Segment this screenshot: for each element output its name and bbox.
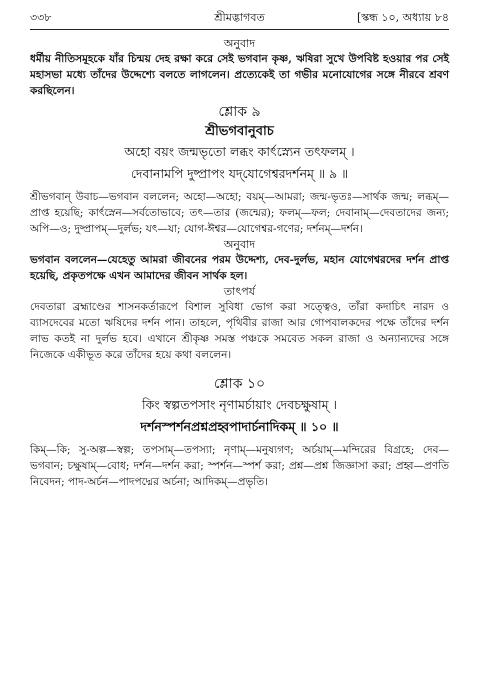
verse-9-synonyms: শ্রীভগবান্ উবাচ—ভগবান বললেন; অহো—অহো; বয়ম্—আমরা; জন্ম-ভৃতঃ—সার্থক জন্ম; লব্ধম্—প্রাপ্ত হয়েছি; কার্ৎস্নেন—সর্বতোভাবে; তৎ—তার (জন্মের); ফলম্—ফল; দেবানাম্—দেবতাদের জন্য; অপি—ও; দুষ্প্রাপম্—দুর্লভ; যৎ—যা; যোগ-ঈশ্বর—যোগেশ্বর-গণের; দর্শনম্—দর্শন। <box>30 191 449 235</box>
verse-9-line-1: অহো বয়ং জন্মভৃতো লব্ধং কার্ৎস্ন্যেন তৎফলম্ । <box>124 144 355 159</box>
verse-10-title: শ্লোক ১০ <box>213 376 266 392</box>
book-title: শ্রীমদ্ভাগবত <box>214 11 265 24</box>
verse-10-line-1: কিং স্বল্পতপসাং নৃণামর্চায়াং দেবচক্ষুষাম্ । <box>142 397 337 412</box>
verse-10-synonyms: কিম্—কি; সু-অল্প—স্বল্প; তপসাম্—তপস্যা; নৃণাম্—মনুষ্যগণ; অর্চয়াম্—মন্দিরের বিগ্রহে; দেব—ভগবান; চক্ষুষাম্—বোধ; দর্শন—দর্শন করা; স্পর্শন—স্পর্শ করা; প্রশ্ন—প্রশ্ন জিজ্ঞাসা করা; প্রহ্ব—প্রণতি নিবেদন; পাদ-অর্চন—পাদপদ্মের অর্চনা; আদিকম্—প্রভৃতি। <box>30 444 449 488</box>
verse-9-line-2: দেবানামপি দুষ্প্রাপং যদ্‌যোগেশ্বরদর্শনম্ ॥ ৯ ॥ <box>130 166 349 181</box>
header-rule <box>30 29 449 30</box>
translation-text-1: ধর্মীয় নীতিসমূহকে যাঁর চিন্ময় দেহ রক্ষা করে সেই ভগবান কৃষ্ণ, ঋষিরা সুখে উপবিষ্ট হওয়ার পর সেই মহাসভা মধ্যে তাঁদের উদ্দেশ্যে বলতে লাগলেন। প্রত্যেকেই তা গভীর মনোযোগের সঙ্গে নীরবে শ্রবণ করছিলেন। <box>30 53 449 97</box>
chapter-reference: [স্কন্ধ ১০, অধ্যায় ৮৪ <box>356 11 449 24</box>
verse-9-speaker: শ্রীভগবানুবাচ <box>205 124 274 139</box>
verse-9-purport-heading: তাৎপর্য <box>223 285 256 298</box>
verse-9-title: শ্লোক ৯ <box>218 104 261 120</box>
page-content <box>30 36 449 490</box>
verse-9-purport: দেবতারা ব্রহ্মাণ্ডের শাসনকর্তারূপে বিশাল সুবিধা ভোগ করা সত্ত্বেও, তাঁরা কদাচিৎ নারদ ও ব্যাসদেবের মতো ঋষিদের দর্শন পান। তাহলে, পৃথিবীর রাজা আর গোপবালকদের পক্ষে তাঁদের দর্শন লাভ কতই না দুর্লভ হবে। এখানে শ্রীকৃষ্ণ সমস্ত পঞ্চকে সমবেত সকল রাজা ও অন্যান্যদের সঙ্গে নিজেকে একীভূত করে তাঁদের হয়ে কথা বললেন। <box>30 301 449 361</box>
page-header <box>30 9 449 25</box>
verse-9-translation: ভগবান বললেন—যেহেতু আমরা জীবনের পরম উদ্দেশ্য, দেব-দুর্লভ, মহান যোগেশ্বরদের দর্শন প্রাপ্ত হয়েছি, প্রকৃতপক্ষে এখন আমাদের জীবন সার্থক হল। <box>30 254 449 282</box>
translation-heading-1: অনুবাদ <box>223 37 256 50</box>
page-number: ৩৩৮ <box>30 11 52 24</box>
verse-9-translation-heading: অনুবাদ <box>223 238 256 251</box>
verse-10-line-2: দর্শনস্পর্শনপ্রশ্নপ্রহ্বপাদার্চনাদিকম্ ॥ ১০ ॥ <box>140 419 339 434</box>
